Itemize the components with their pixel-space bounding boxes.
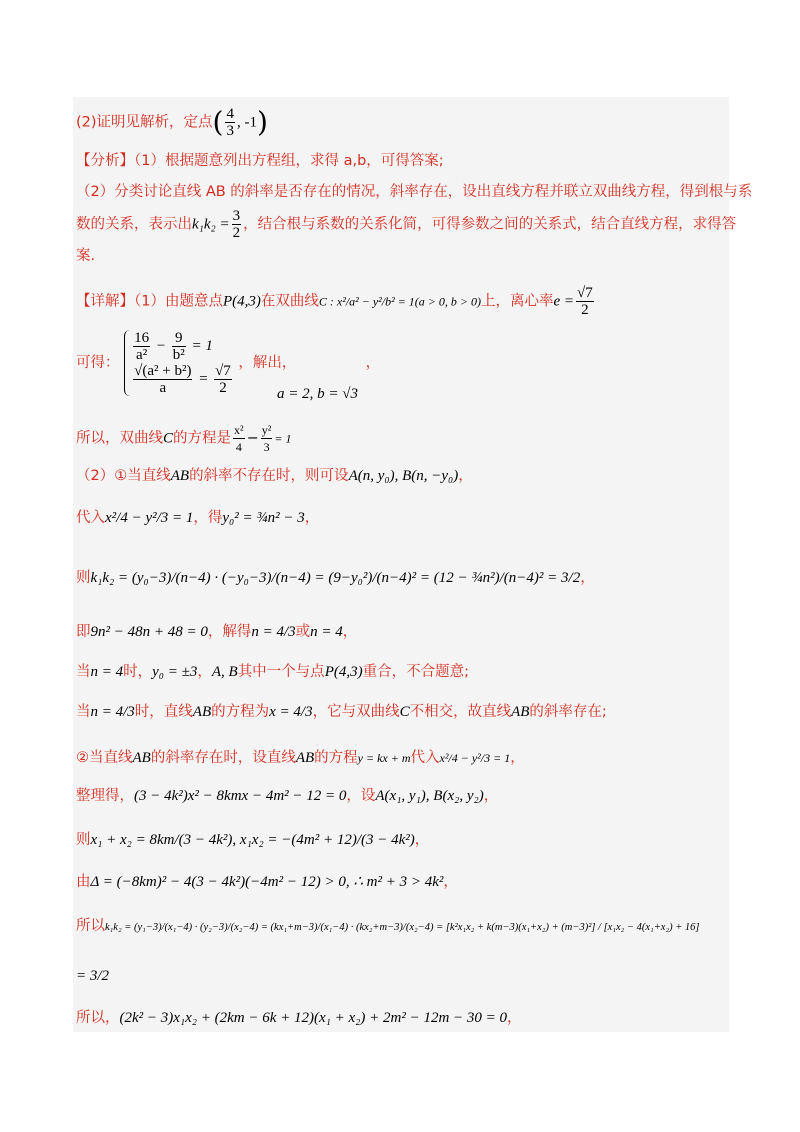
- solution-ab: a = 2, b = √3: [277, 386, 358, 402]
- analysis-line-4: 案.: [76, 248, 96, 264]
- analysis-tag: 【分析】: [76, 153, 134, 169]
- analysis-line-2: （2）分类讨论直线 AB 的斜率是否存在的情况，斜率存在，设出直线方程并联立双曲线方程，得到根与系: [76, 184, 753, 200]
- detail-line-11: 整理得，(3 − 4k²)x² − 8kmx − 4m² − 12 = 0，设A(x₁, y₁), B(x₂, y₂)，: [76, 788, 499, 804]
- detail-line-14: 所以k₁k₂ = (y₁−3)/(x₁−4) · (y₂−3)/(x₂−4) = (kx₁+m−3)/(x₁−4) · (kx₂+m−3)/(x₂−4) = [k²x₁x₂ + k(m−3)(x₁+x₂) + (m−3)²] / [x₁x₂ − 4(x₁+x₂) + 16]: [76, 918, 700, 934]
- detail-line-15: = 3/2: [76, 968, 110, 984]
- answer-line-1: (2)证明见解析，定点( $\frac{4}{3}$ , -1): [76, 105, 268, 139]
- detail-line-12: 则x₁ + x₂ = 8km/(3 − 4k²), x₁x₂ = −(4m² + 12)/(3 − 4k²)，: [76, 832, 430, 848]
- detail-line-8: 当n = 4时，y₀ = ±3，A, B其中一个与点P(4,3)重合，不合题意;: [76, 664, 469, 680]
- detail-line-13: 由Δ = (−8km)² − 4(3 − 4k²)(−4m² − 12) > 0, ∴ m² + 3 > 4k²，: [76, 874, 458, 890]
- detail-line-1: 【详解】（1）由题意点P(4,3)在双曲线C : x²/a² − y²/b² = 1(a > 0, b > 0)上，离心率e = $\frac{√7}{2}$: [76, 285, 593, 318]
- detail-tag: 【详解】: [76, 293, 134, 310]
- detail-line-4: （2）①当直线AB的斜率不存在时，则可设A(n, y₀), B(n, −y₀)，: [76, 468, 473, 484]
- detail-line-3: 所以，双曲线C的方程是 $\frac{\text{x²}}{4}$ − $\frac{\text{y²}}{3}$ = 1: [76, 423, 292, 454]
- equation-system: $\frac{16}{\text{a²}}$ − $\frac{9}{\text{b²}}$ = 1 $\frac{\text{√(a² + b²)}}{a}$ = $\frac{√7}{2}$: [124, 330, 234, 396]
- answer-prefix: (2)证明见解析，定点: [76, 114, 213, 131]
- analysis-line-3: 数的关系，表示出k₁k₂ = $\frac{3}{2}$ ，结合根与系数的关系化简，可得参数之间的关系式，结合直线方程，求得答: [76, 208, 737, 241]
- detail-line-7: 即9n² − 48n + 48 = 0，解得n = 4/3或n = 4，: [76, 624, 358, 640]
- detail-line-9: 当n = 4/3时，直线AB的方程为x = 4/3，它与双曲线C不相交，故直线AB的斜率存在;: [76, 704, 607, 720]
- detail-line-10: ②当直线AB的斜率存在时，设直线AB的方程y = kx + m代入x²/4 − y²/3 = 1，: [76, 750, 525, 766]
- analysis-line-1: 【分析】（1）根据题意列出方程组，求得 a,b，可得答案;: [76, 153, 444, 169]
- fixed-point-y: , -1: [236, 114, 257, 131]
- detail-line-2: 可得： $\frac{16}{\text{a²}}$ − $\frac{9}{\text{b²}}$ = 1 $\frac{\text{√(a² + b²)}}{a}$ = $\frac{√7}{2}$ ，解出， ，: [76, 330, 381, 396]
- detail-line-5: 代入x²/4 − y²/3 = 1，得y₀² = ¾n² − 3，: [76, 510, 320, 526]
- detail-line-16: 所以，(2k² − 3)x₁x₂ + (2km − 6k + 12)(x₁ + x₂) + 2m² − 12m − 30 = 0，: [76, 1010, 522, 1026]
- fixed-point-x: $\frac{4}{3}$: [226, 106, 234, 139]
- detail-line-6: 则k₁k₂ = (y₀−3)/(n−4) · (−y₀−3)/(n−4) = (9−y₀²)/(n−4)² = (12 − ¾n²)/(n−4)² = 3/2，: [76, 570, 595, 586]
